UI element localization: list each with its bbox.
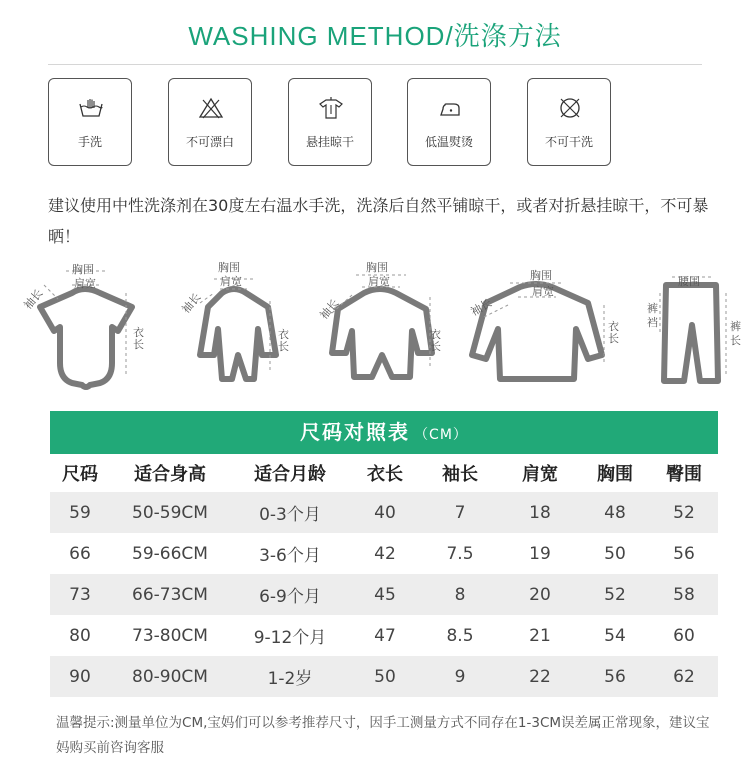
table-header-row <box>50 454 718 492</box>
table-header-cell: 胸围 <box>597 464 633 485</box>
table-cell: 21 <box>529 625 551 646</box>
sleeve-label: 袖长 <box>317 296 342 322</box>
table-row <box>50 492 718 533</box>
shoulder-label: 肩宽 <box>368 275 390 288</box>
care-item-hang-dry <box>288 78 372 166</box>
hang-dry-icon <box>318 96 344 120</box>
care-label: 不可干洗 <box>544 135 593 149</box>
page-title: WASHING METHOD/洗涤方法 <box>188 21 562 51</box>
care-item-no-dry-clean <box>527 78 611 166</box>
sleeve-label: 袖长 <box>21 286 46 312</box>
table-cell: 47 <box>374 625 396 646</box>
washing-advice: 建议使用中性洗涤剂在30度左右温水手洗，洗涤后自然平铺晾干，或者对折悬挂晾干，不可暴晒！ <box>48 196 709 246</box>
size-table <box>50 454 718 697</box>
table-cell: 66 <box>69 543 91 564</box>
chest-label: 胸围 <box>72 263 94 276</box>
size-table-unit: （CM） <box>414 427 468 443</box>
table-row <box>50 533 718 574</box>
care-item-hand-wash <box>48 78 132 166</box>
size-table-title: 尺码对照表 <box>300 420 411 444</box>
table-cell: 48 <box>604 502 626 523</box>
table-cell: 80-90CM <box>132 666 208 687</box>
table-cell: 9-12个月 <box>253 628 327 648</box>
waist-label: 腰围 <box>678 275 700 288</box>
length-label: 衣长 <box>278 328 289 353</box>
table-cell: 1-2岁 <box>267 669 313 689</box>
table-cell: 54 <box>604 625 626 646</box>
table-header-cell: 衣长 <box>367 464 403 485</box>
hand-wash-icon <box>78 96 104 120</box>
crotch-label: 裆 <box>647 316 658 329</box>
table-cell: 60 <box>673 625 695 646</box>
shoulder-label: 肩宽 <box>532 285 554 298</box>
long-romper-outline <box>332 289 432 377</box>
table-header-cell: 袖长 <box>442 464 478 485</box>
length-label: 衣长 <box>430 328 441 353</box>
table-cell: 50-59CM <box>132 502 208 523</box>
table-cell: 40 <box>374 502 396 523</box>
table-header-cell: 臀围 <box>666 464 702 485</box>
table-header-cell: 适合身高 <box>134 464 206 485</box>
table-cell: 9 <box>454 666 466 687</box>
table-cell: 3-6个月 <box>259 546 321 566</box>
no-dry-clean-icon <box>557 96 583 120</box>
care-icons-row <box>48 78 702 168</box>
table-cell: 73 <box>69 584 91 605</box>
care-label: 不可漂白 <box>185 135 234 149</box>
table-cell: 19 <box>529 543 551 564</box>
shoulder-label: 肩宽 <box>220 275 242 288</box>
table-cell: 80 <box>69 625 91 646</box>
table-cell: 42 <box>374 543 396 564</box>
table-cell: 50 <box>374 666 396 687</box>
size-table-title-bar <box>50 411 718 454</box>
table-cell: 62 <box>673 666 695 687</box>
table-cell: 56 <box>673 543 695 564</box>
table-row <box>50 656 718 697</box>
divider <box>48 64 702 65</box>
care-label: 低温熨烫 <box>424 135 473 149</box>
table-cell: 59 <box>69 502 91 523</box>
chest-label: 胸围 <box>218 261 240 274</box>
length-label: 衣长 <box>133 326 144 351</box>
crotch-label-top: 裤 <box>647 302 658 315</box>
bodysuit-outline <box>40 289 132 387</box>
table-cell: 6-9个月 <box>259 587 321 607</box>
table-header-cell: 适合月龄 <box>254 464 326 485</box>
table-cell: 66-73CM <box>132 584 208 605</box>
no-bleach-icon <box>198 96 224 120</box>
shoulder-label: 肩宽 <box>74 277 96 290</box>
footed-romper-outline <box>200 289 276 379</box>
low-iron-icon <box>437 96 463 120</box>
table-cell: 0-3个月 <box>259 505 321 525</box>
table-row <box>50 615 718 656</box>
footnote: 温馨提示:测量单位为CM,宝妈们可以参考推荐尺寸，因手工测量方式不同存在1-3CM误差属正常现象，建议宝妈购买前咨询客服 <box>56 715 710 756</box>
care-label: 悬挂晾干 <box>305 135 354 149</box>
table-cell: 52 <box>673 502 695 523</box>
pants-length-label: 长 <box>730 334 741 347</box>
measurement-diagrams <box>0 255 750 405</box>
table-header-cell: 尺码 <box>62 464 98 485</box>
table-cell: 73-80CM <box>132 625 208 646</box>
table-cell: 18 <box>529 502 551 523</box>
chest-label: 胸围 <box>366 261 388 274</box>
table-cell: 7 <box>454 502 466 523</box>
length-label: 衣长 <box>608 320 619 345</box>
sleeve-label: 袖长 <box>179 290 204 316</box>
pants-outline <box>664 285 718 381</box>
table-row <box>50 574 718 615</box>
table-cell: 45 <box>374 584 396 605</box>
care-label: 手洗 <box>77 135 102 149</box>
table-cell: 90 <box>69 666 91 687</box>
table-cell: 8.5 <box>446 625 474 646</box>
sleeve-label: 袖长 <box>468 296 495 319</box>
table-cell: 8 <box>454 584 466 605</box>
table-header-cell: 肩宽 <box>522 464 558 485</box>
care-item-no-bleach <box>168 78 252 166</box>
table-cell: 58 <box>673 584 695 605</box>
table-cell: 20 <box>529 584 551 605</box>
table-cell: 22 <box>529 666 551 687</box>
table-cell: 50 <box>604 543 626 564</box>
pants-length-label-top: 裤 <box>730 320 741 333</box>
chest-label: 胸围 <box>530 269 552 282</box>
table-cell: 56 <box>604 666 626 687</box>
table-cell: 59-66CM <box>132 543 208 564</box>
care-item-low-iron <box>407 78 491 166</box>
table-cell: 52 <box>604 584 626 605</box>
table-cell: 7.5 <box>446 543 474 564</box>
